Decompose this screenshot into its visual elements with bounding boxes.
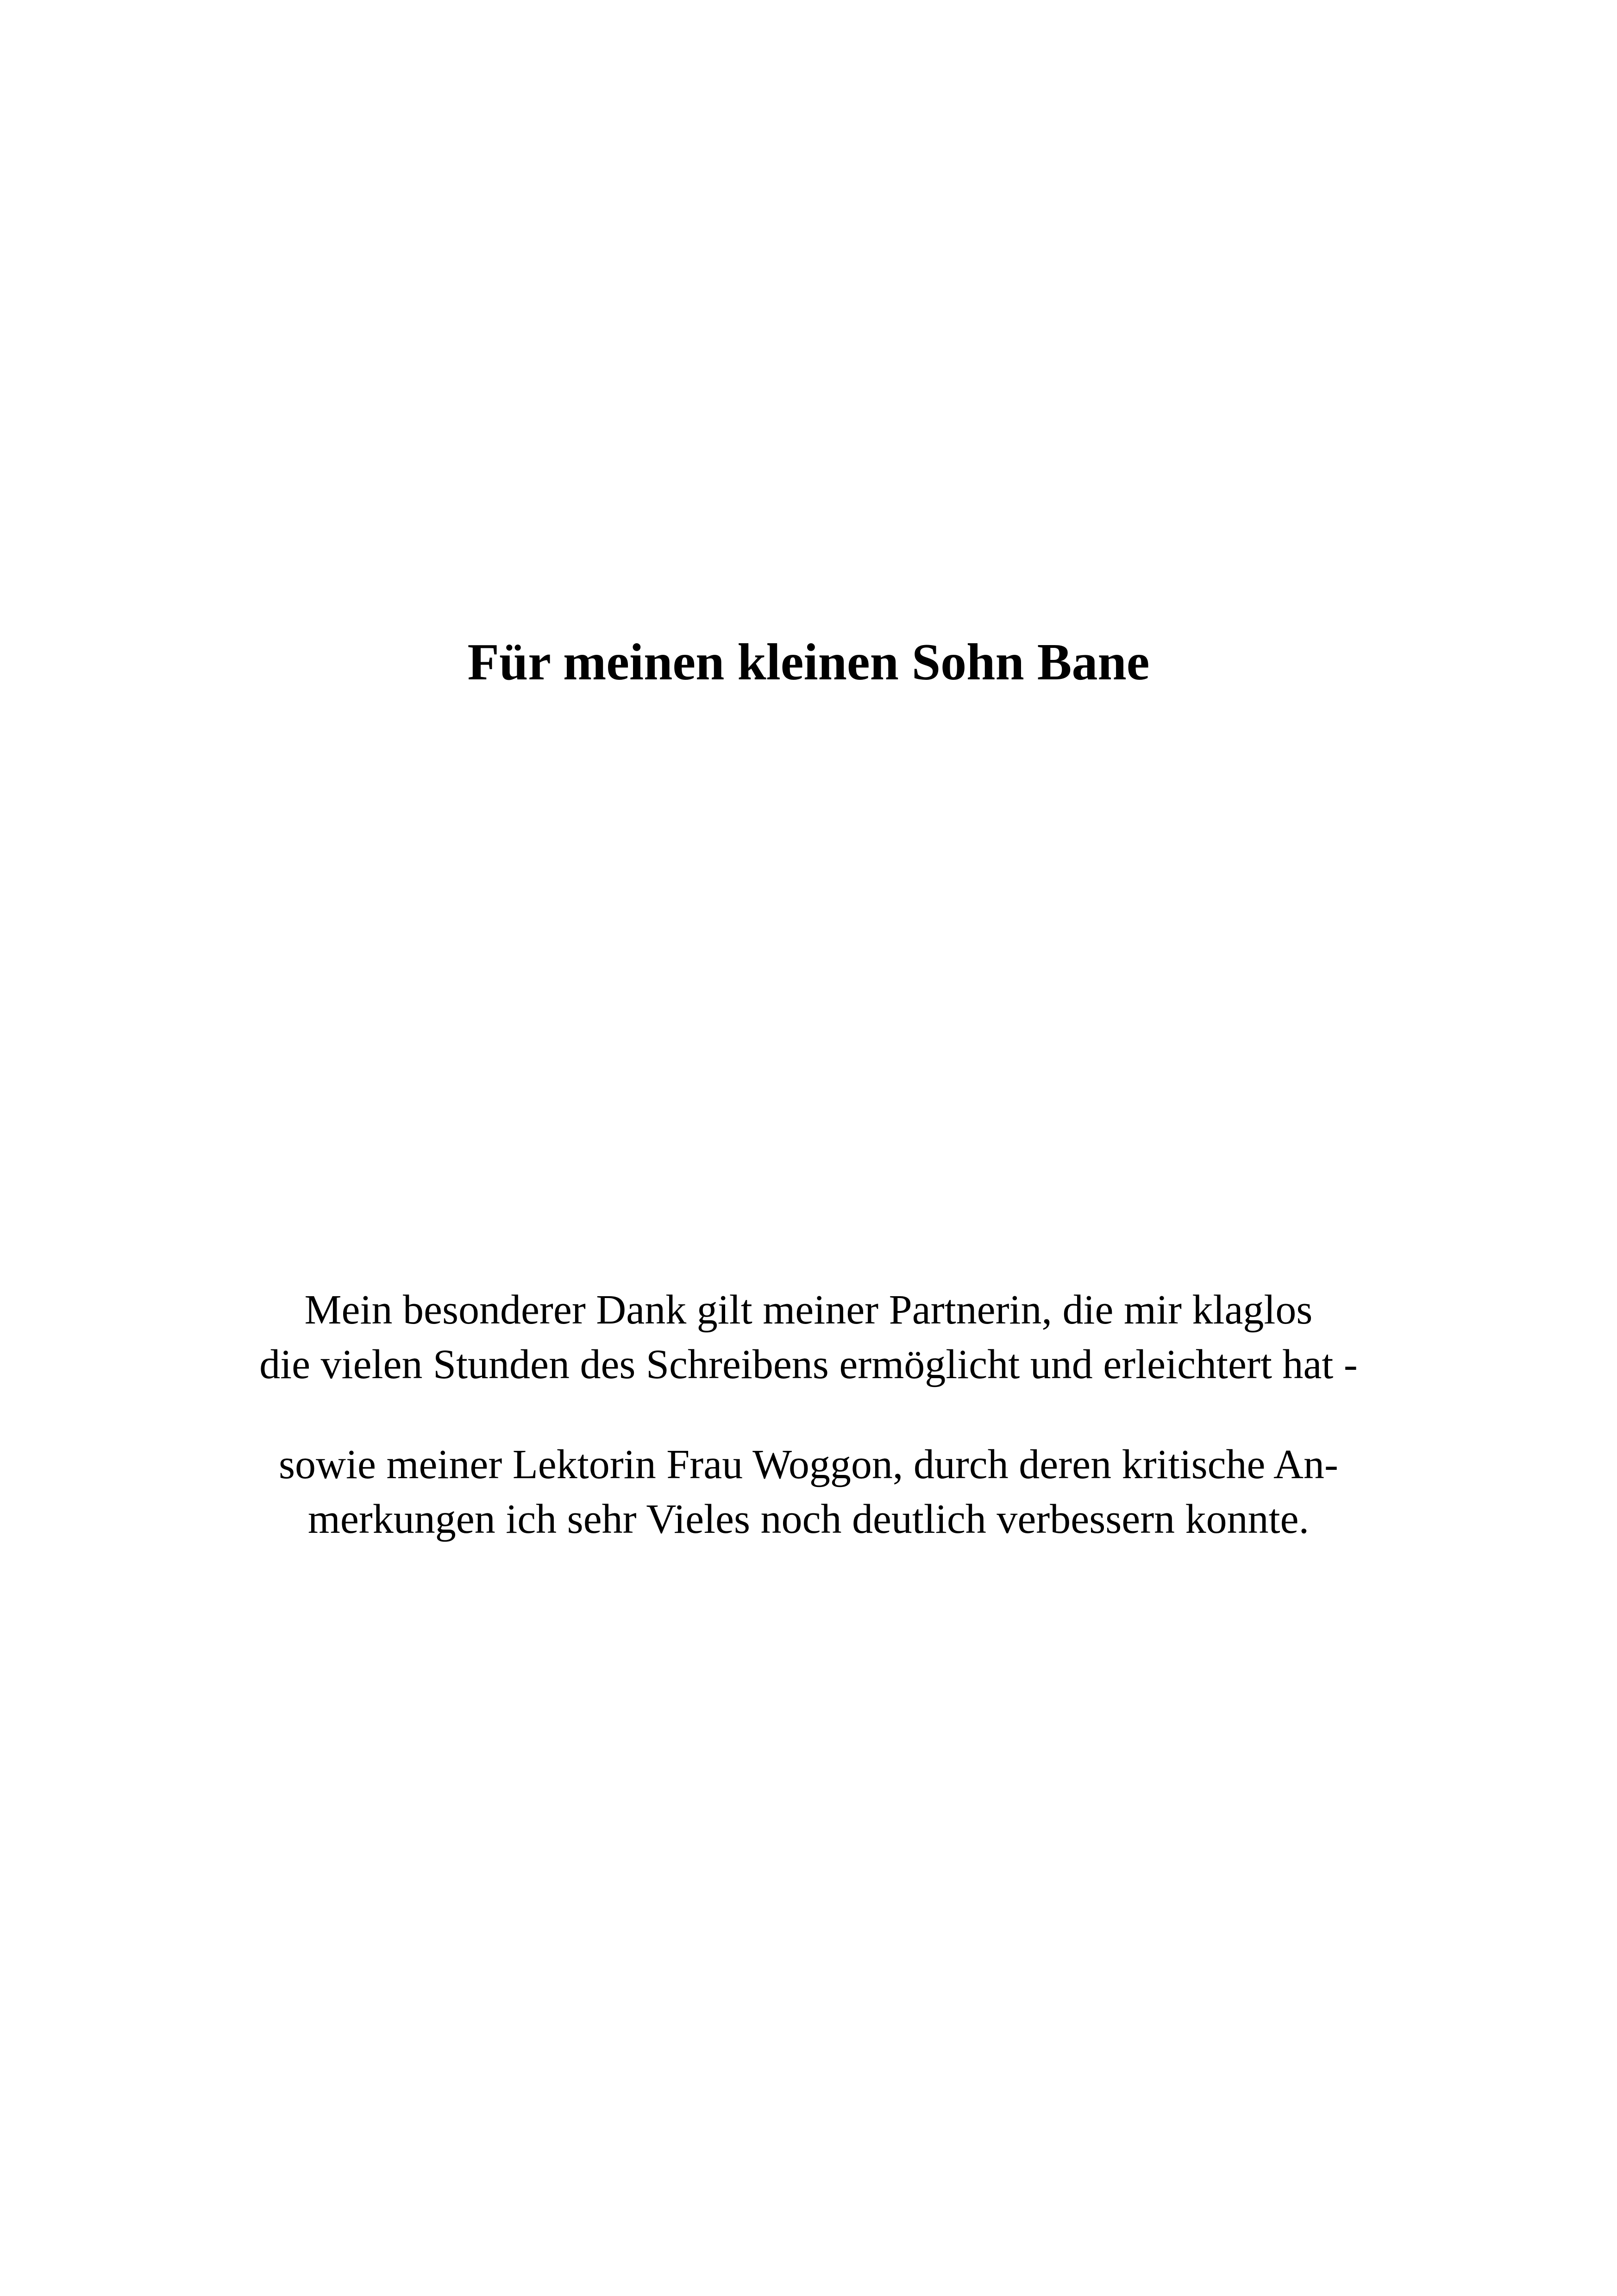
dedication-heading: Für meinen kleinen Sohn Bane bbox=[467, 634, 1150, 691]
acknowledgement-line: merkungen ich sehr Vieles noch deutlich verbessern konnte. bbox=[307, 1496, 1310, 1542]
acknowledgement-line: die vielen Stunden des Schreibens ermöglicht und erleichtert hat - bbox=[259, 1342, 1358, 1387]
acknowledgement-line: sowie meiner Lektorin Frau Woggon, durch deren kritische An- bbox=[278, 1442, 1338, 1487]
acknowledgement-line: Mein besonderer Dank gilt meiner Partnerin, die mir klaglos bbox=[304, 1287, 1313, 1333]
paragraph-spacer bbox=[0, 1392, 1617, 1437]
acknowledgement-block bbox=[0, 1283, 1617, 1547]
